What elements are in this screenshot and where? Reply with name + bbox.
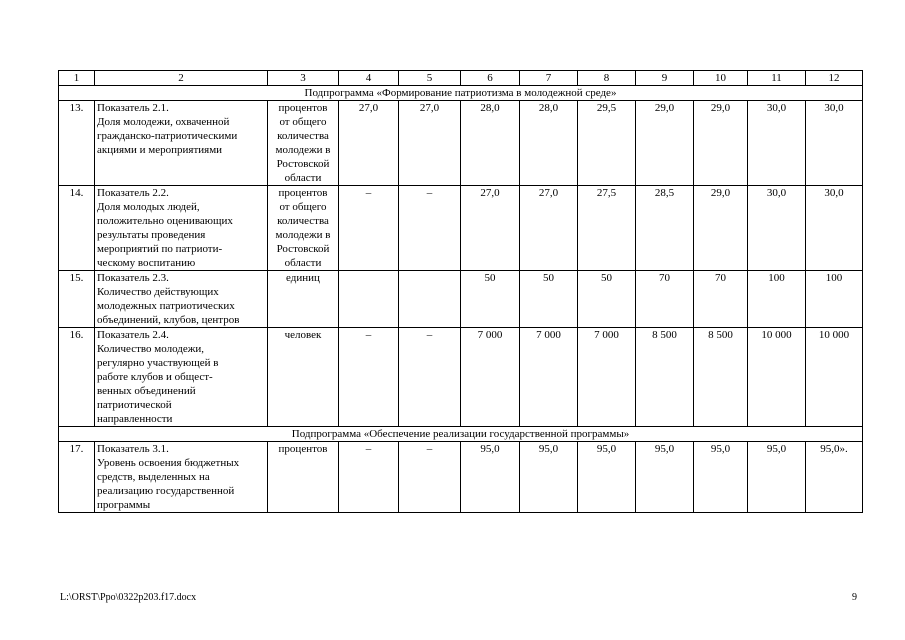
indicator-name-line: регулярно участвующей в [97,357,219,369]
indicators-table [58,70,863,513]
value-cell: – [399,328,461,427]
column-number-3: 3 [268,71,339,86]
row-number: 15. [59,271,95,328]
value-cell: – [339,328,399,427]
value-cell: 30,0 [806,186,863,271]
unit-line: Ростовской [276,243,330,255]
value-cell: 30,0 [748,186,806,271]
column-number-7: 7 [520,71,578,86]
value-cell: 27,0 [339,101,399,186]
table-row [59,186,863,271]
indicator-name-line: Показатель 2.2. [97,187,169,199]
indicator-name-line: гражданско-патриотическими [97,130,238,142]
footer-file-path: L:\ORST\Ppo\0322p203.f17.docx [60,592,197,603]
row-number: 13. [59,101,95,186]
row-number: 14. [59,186,95,271]
table-row [59,328,863,427]
indicator-name-line: положительно оценивающих [97,215,233,227]
indicator-name-line: Показатель 2.1. [97,102,169,114]
value-cell [339,271,399,328]
value-cell: 95,0 [578,442,636,513]
column-number-11: 11 [748,71,806,86]
value-cell [399,271,461,328]
column-number-12: 12 [806,71,863,86]
value-cell: 10 000 [748,328,806,427]
unit-line: от общего [279,201,327,213]
value-cell: 29,0 [694,186,748,271]
indicator-name-line: Показатель 2.4. [97,329,169,341]
value-cell: 70 [636,271,694,328]
indicator-name [95,328,268,427]
value-cell: 7 000 [461,328,520,427]
indicator-name-line: венных объединений [97,385,196,397]
value-cell: 10 000 [806,328,863,427]
value-cell: – [339,186,399,271]
unit-of-measure [268,328,339,427]
value-cell: 8 500 [636,328,694,427]
indicator-name-line: работе клубов и общест- [97,371,213,383]
indicator-name-line: программы [97,499,151,511]
column-number-5: 5 [399,71,461,86]
unit-line: количества [277,215,329,227]
row-number: 17. [59,442,95,513]
value-cell: 30,0 [806,101,863,186]
page-number: 9 [852,592,857,603]
indicator-name [95,271,268,328]
indicator-name-line: объединений, клубов, центров [97,314,240,326]
subprogram-title: Подпрограмма «Формирование патриотизма в молодежной среде» [59,86,863,101]
header-row [59,71,863,86]
unit-of-measure [268,442,339,513]
indicator-name-line: Доля молодых людей, [97,201,200,213]
indicator-name-line: Показатель 3.1. [97,443,169,455]
value-cell: 50 [520,271,578,328]
table-row [59,101,863,186]
column-number-2: 2 [95,71,268,86]
table-row [59,442,863,513]
subprogram-row [59,86,863,101]
value-cell: 95,0 [636,442,694,513]
indicator-name-line: реализацию государственной [97,485,235,497]
value-cell: – [399,442,461,513]
unit-line: молодежи в [275,229,331,241]
value-cell: 50 [461,271,520,328]
subprogram-title: Подпрограмма «Обеспечение реализации государственной программы» [59,427,863,442]
unit-of-measure [268,101,339,186]
indicator-name-line: мероприятий по патриоти- [97,243,223,255]
value-cell: 7 000 [578,328,636,427]
value-cell: – [339,442,399,513]
indicator-name-line: патриотической [97,399,172,411]
indicator-name [95,186,268,271]
value-cell: 29,5 [578,101,636,186]
unit-line: Ростовской [276,158,330,170]
value-cell: 95,0 [694,442,748,513]
unit-of-measure [268,186,339,271]
unit-line: области [284,172,322,184]
indicator-name-line: Доля молодежи, охваченной [97,116,230,128]
value-cell: 29,0 [694,101,748,186]
value-cell: 100 [806,271,863,328]
unit-line: процентов [278,187,328,199]
indicator-name [95,101,268,186]
value-cell: 95,0 [461,442,520,513]
value-cell: 27,0 [399,101,461,186]
value-cell: – [399,186,461,271]
unit-line: области [284,257,322,269]
value-cell: 50 [578,271,636,328]
value-cell: 27,0 [461,186,520,271]
table-body [59,71,863,513]
indicator-name-line: акциями и мероприятиями [97,144,223,156]
value-cell: 7 000 [520,328,578,427]
unit-line: молодежи в [275,144,331,156]
value-cell: 29,0 [636,101,694,186]
column-number-6: 6 [461,71,520,86]
indicator-name-line: Количество молодежи, [97,343,204,355]
indicator-name-line: ческому воспитанию [97,257,196,269]
value-cell: 28,0 [520,101,578,186]
indicator-name-line: Уровень освоения бюджетных [97,457,240,469]
column-number-9: 9 [636,71,694,86]
indicator-name-line: средств, выделенных на [97,471,210,483]
value-cell: 30,0 [748,101,806,186]
value-cell: 70 [694,271,748,328]
indicator-name-line: Показатель 2.3. [97,272,169,284]
unit-line: от общего [279,116,327,128]
value-cell: 27,0 [520,186,578,271]
unit-line: процентов [278,102,328,114]
indicator-name-line: молодежных патриотических [97,300,235,312]
value-cell: 28,5 [636,186,694,271]
indicator-name [95,442,268,513]
value-cell: 8 500 [694,328,748,427]
indicator-name-line: Количество действующих [97,286,219,298]
subprogram-row [59,427,863,442]
indicator-name-line: результаты проведения [97,229,206,241]
column-number-4: 4 [339,71,399,86]
table-row [59,271,863,328]
value-cell: 95,0». [806,442,863,513]
unit-of-measure [268,271,339,328]
column-number-8: 8 [578,71,636,86]
column-number-10: 10 [694,71,748,86]
value-cell: 100 [748,271,806,328]
value-cell: 95,0 [748,442,806,513]
column-number-1: 1 [59,71,95,86]
value-cell: 27,5 [578,186,636,271]
value-cell: 28,0 [461,101,520,186]
unit-line: процентов [278,443,328,455]
indicator-name-line: направленности [97,413,173,425]
unit-line: единиц [286,272,320,284]
unit-line: человек [284,329,322,341]
row-number: 16. [59,328,95,427]
unit-line: количества [277,130,329,142]
value-cell: 95,0 [520,442,578,513]
